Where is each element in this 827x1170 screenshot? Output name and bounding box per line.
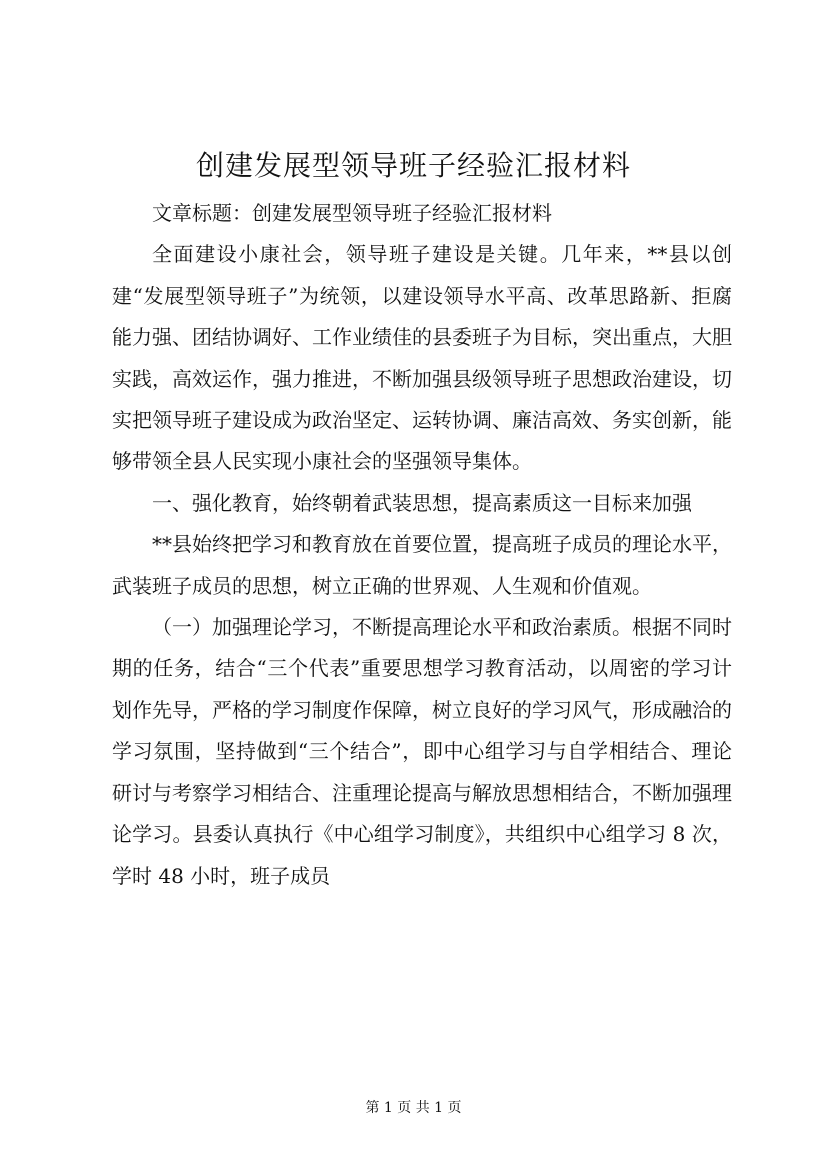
intro-paragraph: 全面建设小康社会，领导班子建设是关键。几年来，**县以创建“发展型领导班子”为统领，以建设领导水平高、改革思路新、拒腐能力强、团结协调好、工作业绩佳的县委班子为目标，突出重点，大胆实践，高效运作，强力推进，不断加强县级领导班子思想政治建设，切实把领导班子建设成为政治坚定、运转协调、廉洁高效、务实创新，能够带领全县人民实现小康社会的坚强领导集体。	[112, 242, 732, 474]
section-1-paragraph: **县始终把学习和教育放在首要位置，提高班子成员的理论水平，武装班子成员的思想，树立正确的世界观、人生观和价值观。	[112, 532, 732, 598]
document-title: 创建发展型领导班子经验汇报材料	[195, 149, 631, 182]
page-footer: 第 1 页 共 1 页	[365, 1100, 462, 1116]
article-title-line: 文章标题：创建发展型领导班子经验汇报材料	[152, 201, 552, 225]
section-heading-1: 一、强化教育，始终朝着武装思想，提高素质这一目标来加强	[152, 490, 692, 515]
subsection-1-paragraph: （一）加强理论学习，不断提高理论水平和政治素质。根据不同时期的任务，结合“三个代表”重要思想学习教育活动，以周密的学习计划作先导，严格的学习制度作保障，树立良好的学习风气，形成融洽的学习氛围，坚持做到“三个结合”，即中心组学习与自学相结合、理论研讨与考察学习相结合、注重理论提高与解放思想相结合，不断加强理论学习。县委认真执行《中心组学习制度》，共组织中心组学习 8 次，学时 48 小时，班子成员	[112, 615, 732, 888]
document-body	[112, 193, 732, 897]
